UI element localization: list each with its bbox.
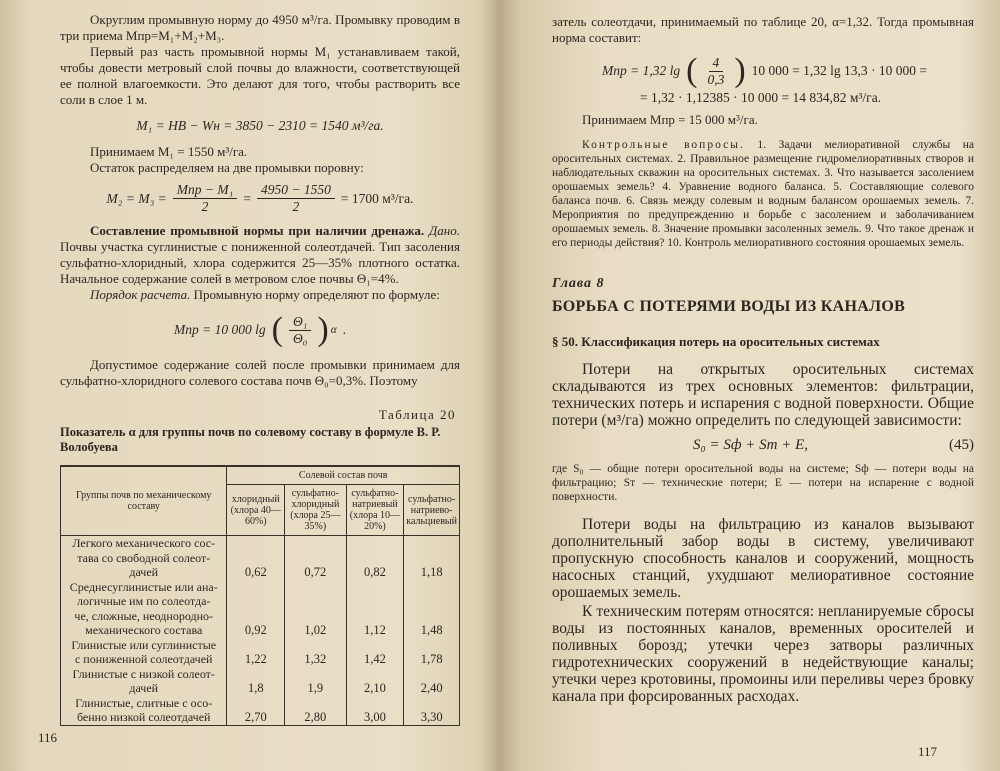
control-questions-text: 1. Задачи мелиоративной службы на оросительных системах. 2. Правильное размещение гидромелиоративных створов и наблюдательных скважин на оросительных системах. 3. Что называется засолением орошаемых земель? 4. Уравнение водного баланса. 5. Составляющие солевого баланса почв. 6. Связь между солевым и водным балансом орошаемых земель. 7. Мероприятия по предупреждению и борьбе с засолением и заболачиванием орошаемых земель. 8. Значение промывки засоленных земель. 9. Что такое дренаж и его периоды действия? 10. Контроль мелиоративного состояния орошаемых земель. xyxy=(552,139,975,249)
table-cell-value: 2,80 xyxy=(285,696,346,726)
table-cell-value: 2,70 xyxy=(227,696,285,726)
table-row xyxy=(61,580,460,638)
chapter-title: БОРЬБА С ПОТЕРЯМИ ВОДЫ ИЗ КАНАЛОВ xyxy=(552,298,906,315)
table-row-label-line: Глинистые, слитные с осо- xyxy=(75,695,213,710)
paragraph-accept-mpr: Принимаем Mпр = 15 000 м³/га. xyxy=(582,112,758,127)
formula-mpr-calc: Mпр = 1,32 lg ( $\frac{4}{0,3}$ ) 10 000 = 1,32 lg 13,3 · 10 000 = xyxy=(602,52,927,89)
paragraph-technical-losses: К техническим потерям относятся: непланируемые сбросы воды из постоянных каналов, временных оросителей и поливных борозд; утечки через затворы различных гидротехнических сооружений в недействующие каналы; утечки через кротовины, промоины или переливы через бровку канала при форсированных расходах. xyxy=(552,603,974,705)
table-row-label-line: тава со свободной солеот- xyxy=(77,550,211,565)
table-row-label-line: с пониженной солеотдачей xyxy=(74,652,213,666)
page-number-left: 116 xyxy=(38,730,58,745)
table-col-chloride: хлоридный (хлора 40—60%) xyxy=(227,485,285,536)
table-row xyxy=(61,638,460,667)
table-cell-value: 1,78 xyxy=(404,638,460,667)
section-title: § 50. Классификация потерь на оросительных системах xyxy=(552,334,880,349)
paragraph-filtration: Потери воды на фильтрацию из каналов вызывают дополнительный забор воды в систему, увеличивают пропускную способность каналов и сооружений, мощность насосных станций, ухудшают мелиоративное состояние орошаемых земель. xyxy=(552,516,974,601)
table-row-label-line: че, сложные, неоднородно- xyxy=(74,608,214,623)
table-cell-value: 2,10 xyxy=(346,667,404,696)
table-cell-value: 1,32 xyxy=(285,638,346,667)
table-row-label-line: Глинистые или суглинистые xyxy=(71,637,217,652)
table-body xyxy=(61,536,460,726)
table-row-label xyxy=(61,667,227,696)
fraction-2: $\frac{4950 - 1550}{2}$ xyxy=(257,182,335,215)
table-cell-value: 0,82 xyxy=(346,536,404,580)
table-col-sulfate-sodium-calcium: сульфатно-натриево-кальциевый xyxy=(404,485,460,536)
paragraph-remainder: Остаток распределяем на две промывки поровну: xyxy=(90,160,364,175)
formula-mpr: Mпр = 10 000 lg ( $\frac{\text{Θ₁}}{\text{Θ₀}}$ ) α . xyxy=(174,311,346,348)
table-cell-value: 1,02 xyxy=(285,580,346,638)
paragraph-where: где S₀ — общие потери оросительной воды на системе; Sф — потери воды на фильтрацию; Sт — технические потери; E — потери на испарение с водной поверхности. xyxy=(552,463,974,503)
table-row-label-line: логичные им по солеотда- xyxy=(77,594,211,608)
table-cell-value: 1,12 xyxy=(346,580,404,638)
formula-m1: M₁ = НВ − Wн = 3850 − 2310 = 1540 м³/га. xyxy=(136,118,384,133)
table-cell-value: 3,00 xyxy=(346,696,404,726)
page-right xyxy=(500,0,1000,771)
table-cell-value: 2,40 xyxy=(404,667,460,696)
table-row-label-line: бенно низкой солеотдачей xyxy=(76,710,211,724)
control-questions-title: Контрольные вопросы. xyxy=(582,139,745,151)
table-cell-value: 0,62 xyxy=(227,536,285,580)
paragraph-accept-m1: Принимаем M₁ = 1550 м³/га. xyxy=(90,144,248,159)
fraction-4-over-03: $\frac{4}{0,3}$ xyxy=(707,54,725,87)
table-row-label xyxy=(61,638,227,667)
fraction-theta: $\frac{\text{Θ₁}}{\text{Θ₀}}$ xyxy=(289,314,311,347)
table-cell-value: 1,48 xyxy=(404,580,460,638)
table-col-sulfate-sodium: сульфатно-натриевый (хлора 10—20%) xyxy=(346,485,404,536)
table-row-label-line: Легкого механического сос- xyxy=(72,536,216,550)
paragraph-rounding: Округлим промывную норму до 4950 м³/га. Промывку проводим в три приема Mпр=M₁+M₂+M₃. xyxy=(60,12,460,43)
table-cell-value: 0,92 xyxy=(227,580,285,638)
table-col-sulfate-chloride: сульфатно-хлоридный (хлора 25—35%) xyxy=(285,485,346,536)
table-row xyxy=(61,667,460,696)
table-row-label xyxy=(61,696,227,726)
table-row-label-line: дачей xyxy=(129,565,159,579)
table-cell-value: 1,8 xyxy=(227,667,285,696)
table-row xyxy=(61,536,460,580)
paragraph-drainage: Составление промывной нормы при наличии дренажа. Дано. Почвы участка суглинистые с пониженной солеотдачей. Тип засоления сульфатно-хлоридный, хлора содержится 25—35% плотного остатка. Начальное содержание солей в метровом слое почвы Θ₁=4%. xyxy=(60,223,461,286)
equation-number: (45) xyxy=(949,437,974,453)
alpha-table xyxy=(60,465,460,726)
paragraph-allowed-salt: Допустимое содержание солей после промывки принимаем для сульфатно-хлоридного солевого состава почв Θ₀=0,3%. Поэтому xyxy=(60,357,460,388)
table-row-label xyxy=(61,580,227,638)
table-cell-value: 1,9 xyxy=(285,667,346,696)
table-row-label xyxy=(61,536,227,580)
table-head-salt: Солевой состав почв xyxy=(227,466,460,485)
table-head-group: Группы почв по механическому составу xyxy=(61,466,227,536)
table-cell-value: 0,72 xyxy=(285,536,346,580)
paragraph-alpha: затель солеотдачи, принимаемый по таблице 20, α=1,32. Тогда промывная норма составит: xyxy=(552,14,974,45)
fraction-1: $\frac{\text{Mпр − M₁}}{2}$ xyxy=(173,182,238,215)
table-row-label-line: Среднесуглинистые или ана- xyxy=(69,579,218,594)
page-number-right: 117 xyxy=(918,744,938,759)
formula-mpr-result: = 1,32 · 1,12385 · 10 000 = 14 834,82 м³/га. xyxy=(640,90,882,105)
table-number: Таблица 20 xyxy=(378,407,456,422)
table-cell-value: 1,42 xyxy=(346,638,404,667)
table-row-label-line: механического состава xyxy=(85,623,203,637)
paragraph-calc-order: Порядок расчета. Промывную норму определяют по формуле: xyxy=(90,287,440,302)
paragraph-first-wash: Первый раз часть промывной нормы M₁ устанавливаем такой, чтобы довести метровый слой почвы до влажности, соответствующей ее полной влагоемкости. Это делают для того, чтобы растворить все соли в слое 1 м. xyxy=(60,44,460,107)
table-cell-value: 1,22 xyxy=(227,638,285,667)
table-row-label-line: дачей xyxy=(129,681,159,695)
paragraph-losses: Потери на открытых оросительных системах складываются из трех основных элементов: фильтрации, технических потерь и испарения с водной поверхности. Общие потери (м³/га) можно определить по следующей зависимости: xyxy=(552,361,974,429)
equation-45 xyxy=(552,437,974,454)
table-title: Показатель α для группы почв по солевому составу в формуле В. Р. Волобуева xyxy=(60,425,441,454)
table-row-label-line: Глинистые с низкой солеот- xyxy=(72,666,215,681)
equation-body: S₀ = Sф + Sт + E, xyxy=(693,437,808,453)
formula-m2-m3: M₂ = M₃ = $\frac{\text{Mпр − M₁}}{2}$ = $\frac{4950 - 1550}{2}$ = 1700 м³/га. xyxy=(106,182,414,214)
table-row xyxy=(61,696,460,726)
chapter-number: Глава 8 xyxy=(552,276,605,291)
control-questions xyxy=(552,138,974,250)
table-cell-value: 1,18 xyxy=(404,536,460,580)
table-cell-value: 3,30 xyxy=(404,696,460,726)
